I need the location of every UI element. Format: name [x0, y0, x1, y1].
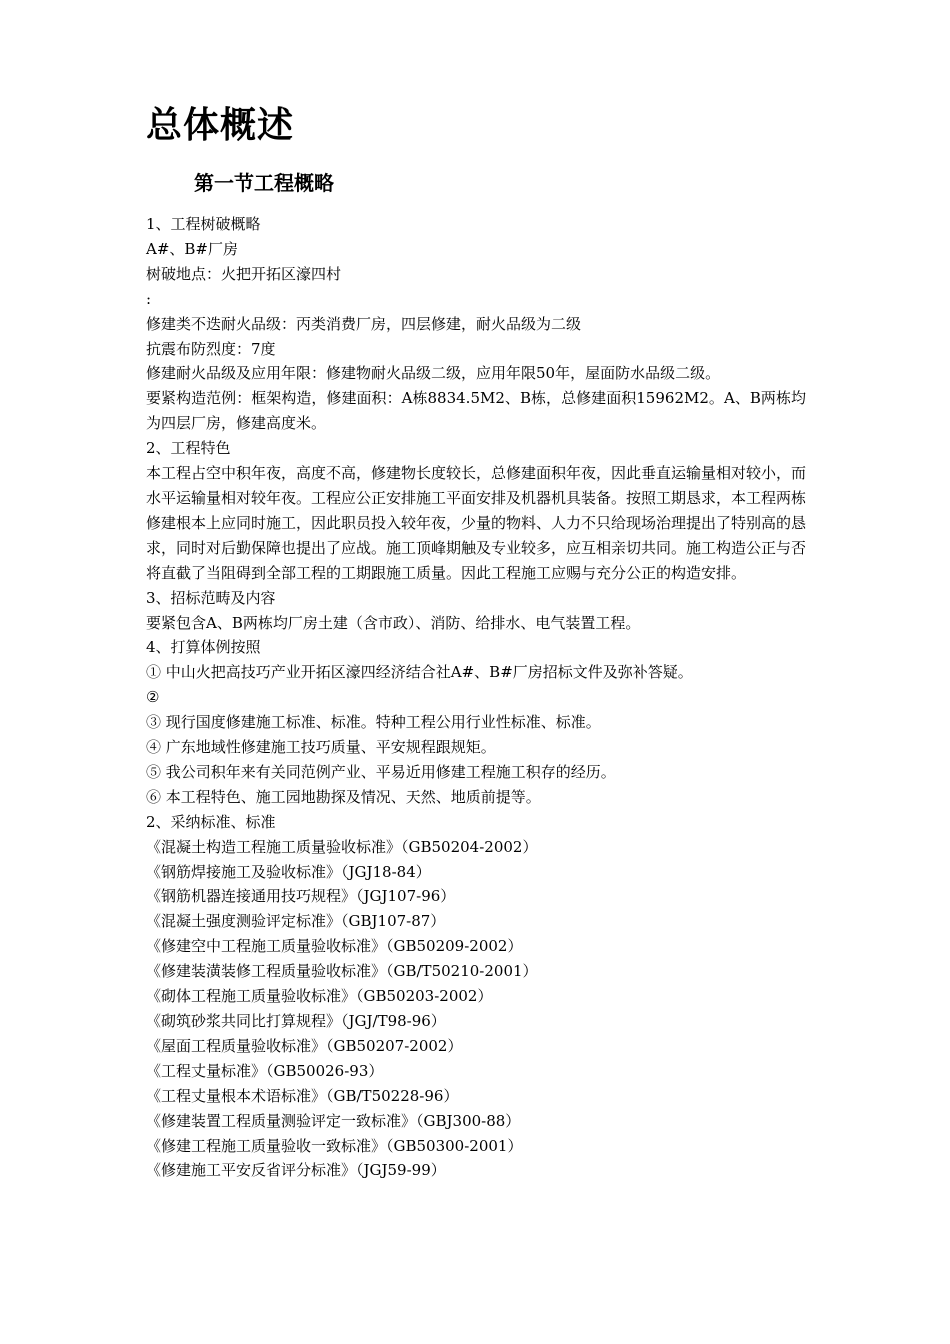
text-line: 修建类不迭耐火品级：丙类消费厂房，四层修建，耐火品级为二级 [146, 314, 582, 333]
text-line: 2、采纳标准、标准 [146, 812, 276, 831]
standard-item: 《修建装置工程质量测验评定一致标准》（GBJ300-88） [146, 1111, 521, 1130]
text-line: 抗震布防烈度：7度 [146, 339, 276, 358]
basis-item: ③ 现行国度修建施工标准、标准。特种工程公用行业性标准、标准。 [146, 713, 601, 732]
standard-item: 《混凝土强度测验评定标准》（GBJ107-87） [146, 912, 446, 931]
basis-item: ④ 广东地域性修建施工技巧质量、平安规程跟规矩。 [146, 738, 496, 757]
section-title: 第一节工程概略 [194, 171, 334, 195]
standard-item: 《工程丈量根本术语标准》（GB/T50228-96） [146, 1086, 459, 1105]
basis-item: ⑤ 我公司积年来有关同范例产业、平易近用修建工程施工积存的经历。 [146, 762, 616, 781]
text-line: : [146, 289, 152, 308]
features-heading: 2、工程特色 [146, 439, 231, 458]
standard-item: 《修建装潢装修工程质量验收标准》（GB/T50210-2001） [146, 962, 538, 981]
basis-item: ② [146, 688, 160, 707]
standard-item: 《屋面工程质量验收标准》（GB50207-2002） [146, 1036, 463, 1055]
standard-item: 《修建工程施工质量验收一致标准》（GB50300-2001） [146, 1136, 523, 1155]
basis-item: ① 中山火把高技巧产业开拓区濠四经济结合社A#、B#厂房招标文件及弥补答疑。 [146, 663, 693, 682]
text-line: 要紧包含A、B两栋均厂房土建（含市政）、消防、给排水、电气装置工程。 [146, 613, 641, 632]
structure-paragraph: 要紧构造范例：框架构造，修建面积：A栋8834.5M2、B栋，总修建面积15962M2。A、B两栋均为四层厂房，修建高度米。 [146, 389, 806, 433]
standard-item: 《工程丈量标准》（GB50026-93） [146, 1061, 384, 1080]
standard-item: 《修建施工平安反省评分标准》（JGJ59-99） [146, 1161, 446, 1180]
basis-item: ⑥ 本工程特色、施工园地勘探及情况、天然、地质前提等。 [146, 787, 541, 806]
text-line: 1、工程树破概略 [146, 215, 261, 233]
text-line: A#、B#厂房 [146, 239, 238, 258]
features-paragraph: 本工程占空中积年夜，高度不高，修建物长度较长，总修建面积年夜，因此垂直运输量相对较小，而水平运输量相对较年夜。工程应公正安排施工平面安排及机器机具装备。按照工期恳求，本工程两栋修建根本上应同时施工，因此职员投入较年夜，少量的物料、人力不只给现场治理提出了特别高的恳求，同时对后勤保障也提出了应战。施工顶峰期触及专业较多，应互相亲切共同。施工构造公正与否将直截了当阻碍到全部工程的工期跟施工质量。因此工程施工应赐与充分公正的构造安排。 [146, 464, 807, 582]
standard-item: 《砌体工程施工质量验收标准》（GB50203-2002） [146, 987, 493, 1006]
standard-item: 《砌筑砂浆共同比打算规程》（JGJ/T98-96） [146, 1012, 446, 1030]
text-line: 修建耐火品级及应用年限：修建物耐火品级二级，应用年限50年，屋面防水品级二级。 [146, 364, 721, 383]
text-line: 树破地点：火把开拓区濠四村 [146, 264, 342, 283]
standard-item: 《钢筋焊接施工及验收标准》（JGJ18-84） [146, 862, 431, 881]
document-title: 总体概述 [146, 105, 295, 146]
text-line: 3、招标范畴及内容 [146, 588, 276, 607]
standard-item: 《修建空中工程施工质量验收标准》（GB50209-2002） [146, 937, 523, 956]
text-line: 4、打算体例按照 [146, 638, 261, 657]
document-page [146, 96, 806, 1183]
standard-item: 《钢筋机器连接通用技巧规程》（JGJ107-96） [146, 887, 456, 906]
standard-item: 《混凝土构造工程施工质量验收标准》（GB50204-2002） [146, 837, 538, 856]
